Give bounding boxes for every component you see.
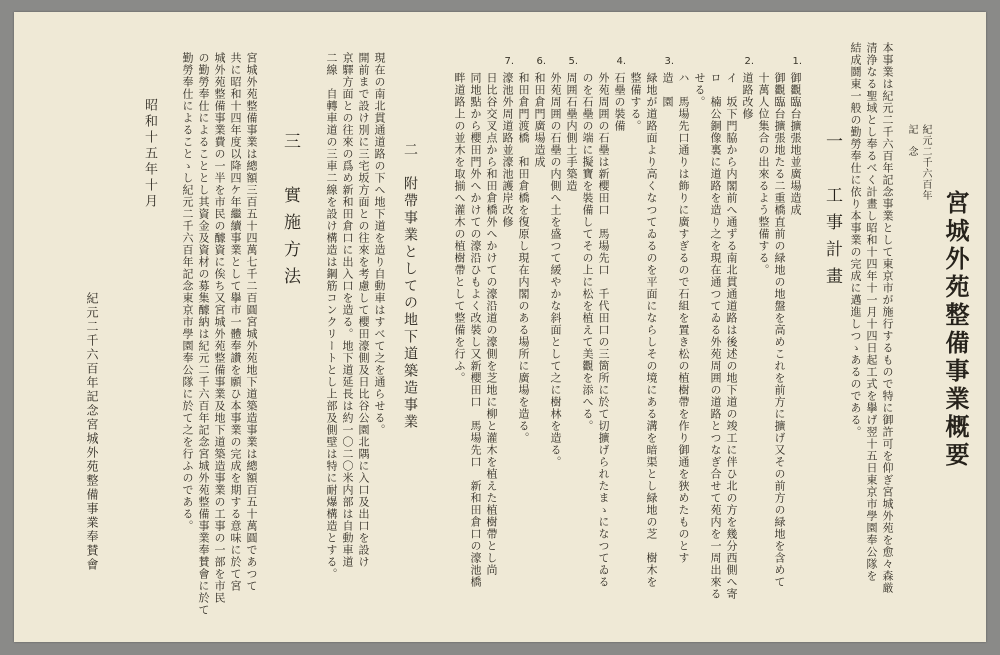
plan-line: せる。	[693, 72, 706, 108]
plan-line: 外苑周囲の石壘の内側へ土を盛つて緩やかな斜面として之に樹林を造る。	[549, 72, 562, 468]
issuer-signature: 紀元二千六百年記念宮城外苑整備事業奉賛會	[85, 292, 99, 572]
plan-line: 石壘の裝備	[613, 72, 626, 132]
plan-line: 御觀臨台擴張地並廣場造成	[789, 72, 802, 216]
plan-line: 外苑周囲の石壘は新櫻田口 馬場先口 千代田口の三箇所に於て切擴げられたまゝになつてゐる	[597, 72, 610, 588]
intro-line: 結成鬪東一般の勤勞奉仕に依り本事業の完成に邁進しつゝあるのである。	[849, 42, 862, 438]
plan-line: 日比谷交叉点から和田倉橋外へかけての濠沿道の濠側を芝地に柳と灌木を植えた植樹帶とし尚	[485, 72, 498, 576]
list-number: 3.	[664, 56, 674, 67]
document-sheet	[14, 12, 986, 642]
intro-line: 清浄なる聖域とし奉るべく計畫し昭和十四年十一月十四日起工式を擧げ翌十五日東京市學園奉公隊を	[865, 42, 878, 582]
implementation-line: 共に昭和十四年度以降四ケ年繼續事業として擧市一體奉讚を願ひ本事業の完成を期する意味に於て宮	[229, 52, 242, 592]
list-number: 5.	[568, 56, 578, 67]
document-date: 昭和十五年十月	[142, 98, 157, 210]
plan-line: ハ 馬場先口通りは飾りに廣すぎるので石組を置き松の植樹帶を作り御通を狹めたものとす	[677, 72, 690, 564]
plan-line: 十萬人位集合の出來るよう整備する。	[757, 72, 770, 276]
document-title: 宮城外苑整備事業概要	[941, 190, 970, 470]
section-heading-underpass: 二 附帶事業としての地下道築造事業	[402, 142, 418, 431]
plan-line: のを石壘の端に擬寶を裝備してその上に松を植えて美觀を添へる。	[581, 72, 594, 432]
plan-line: 同地點から櫻田門外へかけての濠沿ひもよく改裝し又新櫻田口 馬場先口 新和田倉口の濠池橋	[469, 72, 482, 588]
implementation-line: 宮城外苑整備事業は總額三百五十四萬七千二百圓宮城外苑地下道築造事業は總額百五十萬圓であつて	[245, 52, 258, 592]
underpass-line: 京驛方面との往來の爲め新和田倉口に出入口を造る。地下道延長は約一〇二〇米内部は自動車道	[341, 52, 354, 568]
implementation-line: 城外苑整備事業費の一半を市民の醵資に俟ち又宮城外苑整備事業及地下道築造事業の工事の一部を市民	[213, 52, 226, 604]
title-prefix-2: 記 念	[906, 124, 917, 157]
list-number: 1.	[792, 56, 802, 67]
plan-line: 整備する。	[629, 72, 642, 132]
intro-line: 本事業は紀元二千六百年記念事業として東京市が施行するもので特に御許可を仰ぎ宮城外苑を愈々森厳	[881, 42, 894, 594]
plan-line: 濠池外周道路並濠池護岸改修	[501, 72, 514, 228]
implementation-line: の勤勞奉仕によることとし其資金及資材の募集醵納は紀元二千六百年記念宮城外苑整備事業奉賛會に於て	[197, 52, 210, 616]
list-number: 7.	[504, 56, 514, 67]
plan-line: ロ 楠公銅像裏に道路を造り之を現在通つてゐる外苑周囲の道路とつなぎ合せて苑内を一周出來る	[709, 72, 722, 600]
plan-line: 造 園	[661, 72, 674, 108]
section-heading-implementation: 三 實施方法	[280, 132, 300, 294]
plan-line: 和田倉門廣場造成	[533, 72, 546, 168]
plan-line: 和田倉門渡橋 和田倉橋を復原し現在内閣のある場所に廣場を造る。	[517, 72, 530, 444]
list-number: 2.	[744, 56, 754, 67]
plan-line: 緑地が道路面より高くなつてゐるのを平面にならしその境にある溝を暗渠とし緑地の芝 樹木を	[645, 72, 658, 588]
underpass-line: 現在の南北貫通道路の下へ地下道を造り自動車はすべて之を通らせる。	[373, 52, 386, 436]
underpass-line: 開前まで設け別に三宅坂方面との往來を考慮して櫻田濠側及日比谷公園北隅に入口及出口を設け	[357, 52, 370, 568]
implementation-line: 勤勞奉仕によることゝし紀元二千六百年記念東京市學園奉公隊に於て之を行ふのである。	[181, 52, 194, 532]
plan-line: 御觀臨台擴張地たる二重橋直前の緑地の地盤を高めこれを前方に擴げ又その前方の緑地を含めて	[773, 72, 786, 588]
plan-line: イ 坂下門脇から内閣前へ通ずる南北貫通道路は後述の地下道の竣工に伴ひ北の方を幾分西側へ寄	[725, 72, 738, 600]
title-prefix: 紀元二千六百年	[920, 124, 931, 201]
plan-line: 畔道路上の並木を取揃へ灌木の植樹帶として整備を行ふ。	[453, 72, 466, 384]
list-number: 6.	[536, 56, 546, 67]
plan-line: 周囲石壘内側土手築造	[565, 72, 578, 192]
underpass-line: 二線 自轉車道の三車二線を設け構造は鋼筋コンクリートとし上部及側壁は特に耐爆構造とする。	[325, 52, 338, 580]
list-number: 4.	[616, 56, 626, 67]
plan-line: 道路改修	[741, 72, 754, 120]
section-heading-construction: 一 工事計畫	[822, 132, 842, 294]
